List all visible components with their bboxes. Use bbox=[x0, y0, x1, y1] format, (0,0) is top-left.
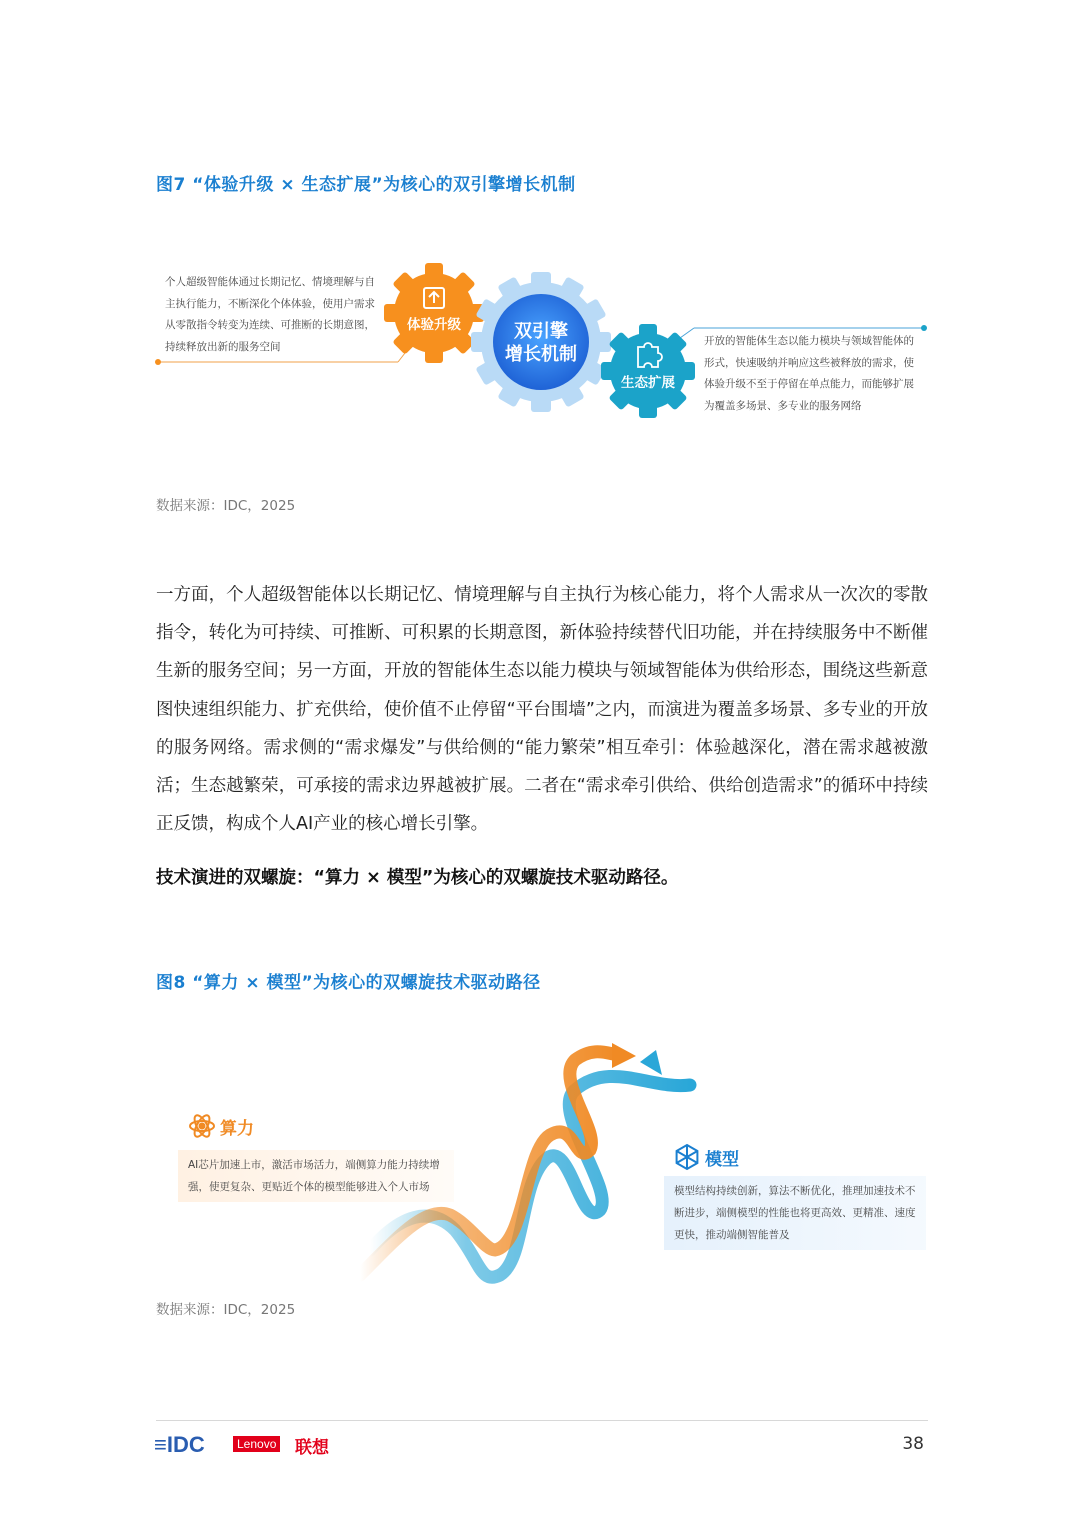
model-label: 模型 bbox=[705, 1150, 739, 1170]
compute-card: AI芯片加速上市，激活市场活力，端侧算力能力持续增强，使更复杂、更贴近个体的模型能够进入个人市场 bbox=[178, 1150, 454, 1202]
figure7-source: 数据来源：IDC，2025 bbox=[156, 498, 296, 514]
compute-flower-icon bbox=[190, 1113, 214, 1139]
compute-label: 算力 bbox=[220, 1119, 254, 1139]
figure8-title: 图8 “算力 × 模型”为核心的双螺旋技术驱动路径 bbox=[156, 973, 541, 993]
figure8-source: 数据来源：IDC，2025 bbox=[156, 1302, 296, 1318]
gear-center-label-2: 增长机制 bbox=[505, 344, 577, 365]
body-paragraph: 一方面，个人超级智能体以长期记忆、情境理解与自主执行为核心能力，将个人需求从一次次的零散指令，转化为可持续、可推断、可积累的长期意图，新体验持续替代旧功能，并在持续服务中不断催生新的服务空间；另一方面，开放的智能体生态以能力模块与领域智能体为供给形态，围绕这些新意图快速组织能力、扩充供给，使价值不止停留“平台围墙”之内，而演进为覆盖多场景、多专业的开放的服务网络。需求侧的“需求爆发”与供给侧的“能力繁荣”相互牵引：体验越深化，潜在需求越被激活；生态越繁荣，可承接的需求边界越被扩展。二者在“需求牵引供给、供给创造需求”的循环中持续正反馈，构成个人AI产业的核心增长引擎。 bbox=[156, 585, 928, 835]
model-card: 模型结构持续创新，算法不断优化，推理加速技术不断进步，端侧模型的性能也将更高效、更精准、速度更快，推动端侧智能普及 bbox=[664, 1176, 926, 1250]
footer-divider bbox=[156, 1420, 928, 1421]
gear-right-label: 生态扩展 bbox=[621, 375, 675, 391]
lenovo-cn-logo: 联想 bbox=[295, 1438, 329, 1458]
gear-left-label: 体验升级 bbox=[407, 317, 461, 333]
figure7-right-text: 开放的智能体生态以能力模块与领域智能体的形式，快速吸纳并响应这些被释放的需求，使体验升级不至于停留在单点能力，而能够扩展为覆盖多场景、多专业的服务网络 bbox=[704, 335, 914, 412]
orange-arrowhead bbox=[612, 1043, 636, 1068]
model-hex-icon bbox=[677, 1145, 698, 1169]
idc-logo: ≡IDC bbox=[154, 1432, 205, 1457]
figure7-title: 图7 “体验升级 × 生态扩展”为核心的双引擎增长机制 bbox=[156, 175, 576, 195]
lenovo-logo: Lenovo bbox=[233, 1436, 280, 1452]
figure7-left-text: 个人超级智能体通过长期记忆、情境理解与自主执行能力，不断深化个体体验，使用户需求从零散指令转变为连续、可推断的长期意图，持续释放出新的服务空间 bbox=[165, 276, 375, 353]
blue-arrowhead bbox=[640, 1050, 662, 1075]
page-number: 38 bbox=[902, 1434, 924, 1454]
gear-center-label-1: 双引擎 bbox=[514, 321, 568, 342]
body-bold-heading: 技术演进的双螺旋：“算力 × 模型”为核心的双螺旋技术驱动路径。 bbox=[156, 868, 679, 888]
